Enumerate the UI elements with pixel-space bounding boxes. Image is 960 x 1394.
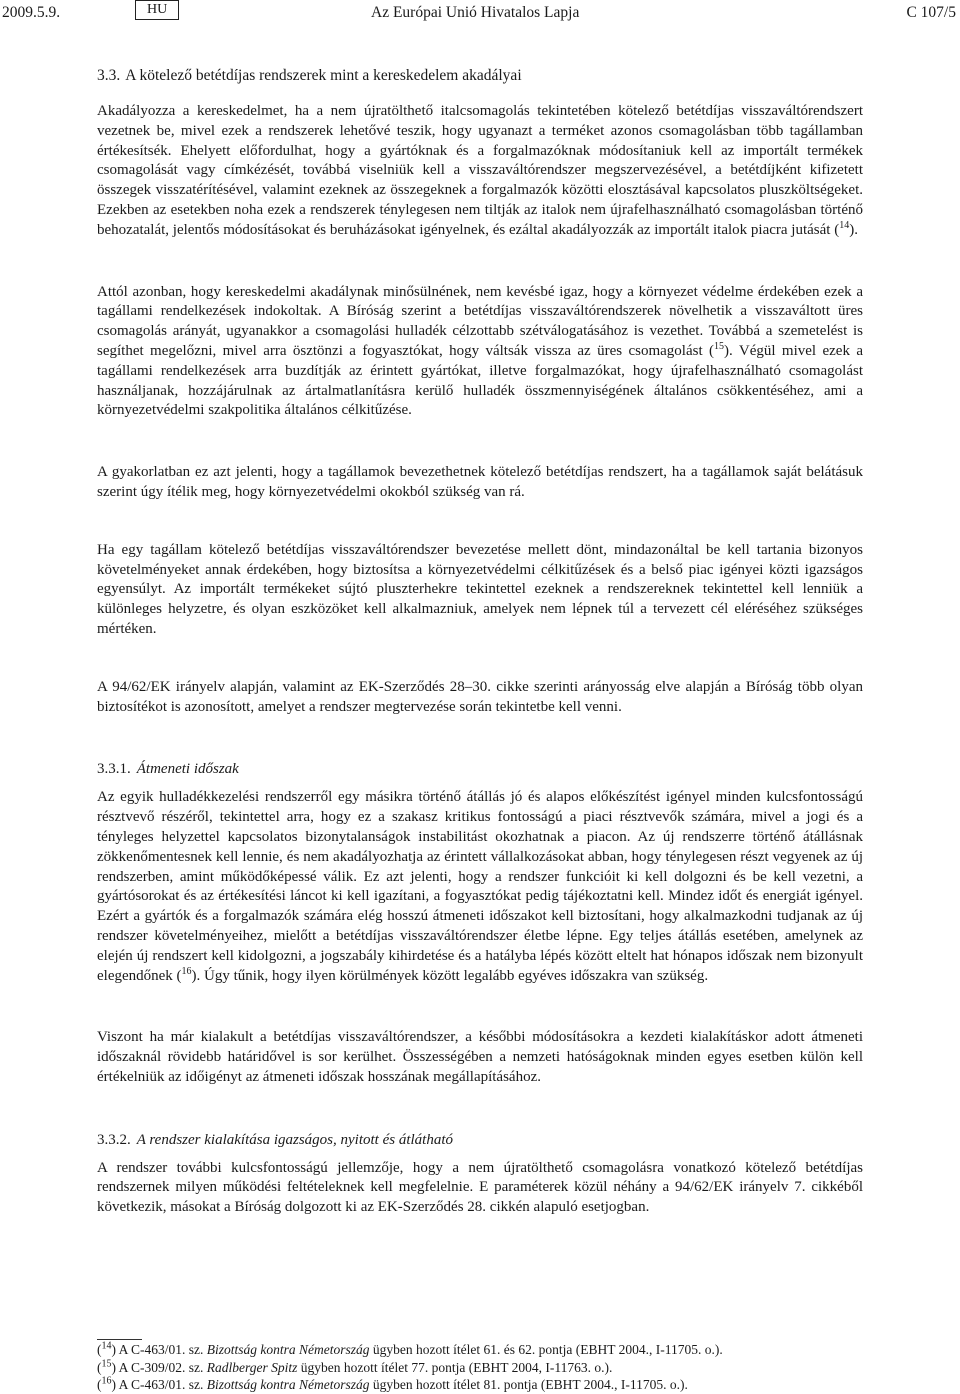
page-reference: C 107/5 xyxy=(906,4,956,21)
paragraph-7: Viszont ha már kialakult a betétdíjas visszaváltórendszer, a későbbi módosításokra a kezdeti kialakításkor adott átmeneti időszaknál rövidebb határidővel is sor kerülhet. Összességében a nemzeti hatóságoknak minden egyes esetben külön kell értékelniük az időigényt az átmeneti időszak hosszának megállapításához. xyxy=(97,1029,863,1085)
document-body xyxy=(97,66,863,1218)
language-code-box: HU xyxy=(135,0,179,20)
footnote-ref-14[interactable]: 14 xyxy=(839,219,850,231)
subsection-heading-3-3-2: 3.3.2. A rendszer kialakítása igazságos, nyitott és átlátható xyxy=(97,1131,453,1148)
paragraph-6: Az egyik hulladékkezelési rendszerről egy másikra történő átállás jó és alapos előkészítést igényel minden kulcsfontosságú résztvevő részéről, tekintettel arra, hogy ez a szakasz kritikus fontosságú a piaci résztvevők számára, mivel a jogi és a tényleges helyzettel kapcsolatos bizonytalanságok instabilitást okozhatnak a piacon. Az új rendszerre történő átállásnak zökkenőmentesnek kell lennie, és nem akadályozhatja az érintett vállalkozásokat abban, hogy ténylegesen részt vegyenek az új rendszerben, amint működőképessé válik. Ez azt jelenti, hogy a rendszer funkcióit ki kell dolgozni és be kell vezetni, a gyártósorokat és az értékesítési láncot ki kell igazítani, a fogyasztókat pedig tájékoztatni kell. Mindez időt és energiát igényel. Ezért a gyártók és a forgalmazók számára elég hosszú átmeneti időszakot kell biztosítani, hogy alkalmazkodni tudjanak az új rendszer követelményeihez, mielőtt a betétdíjas visszaváltórendszer életbe lépne. Egy teljes átállás esetében, amelynek az elején új rendszert kell kidolgozni, a jogszabály kihirdetése és a hatályba lépés között eltelt hat hónapos időszak nem bizonyult elegendőnek ($^{16}$). Úgy tűnik, hogy ilyen körülmények között legalább egyéves időszakra van szükség. xyxy=(97,789,863,984)
section-heading xyxy=(97,66,863,86)
paragraph-4: Ha egy tagállam kötelező betétdíjas visszaváltórendszer bevezetése mellett dönt, mindazonáltal be kell tartania bizonyos követelményeket annak érdekében, hogy biztosítsa a környezetvédelmi célkitűzések és a belső piac igényei közti igazságos egyensúlyt. Az importált termékeket sújtó pluszterhekre tekintettel ezeknek a rendszereknek tekintettel kell lenniük a különleges helyzetre, és olyan eszközöket kell alkalmazniuk, amelyek nem lépnek túl a tervezett cél eléréséhez szükséges mértéken. xyxy=(97,541,863,637)
footnote-15: ($^{15}$) A C-309/02. sz. Radlberger Spitz ügyben hozott ítélet 77. pontja (EBHT 2004, I-11763. o.). xyxy=(97,1358,613,1375)
footnote-ref-16[interactable]: 16 xyxy=(181,965,192,977)
footnote-16: ($^{16}$) A C-463/01. sz. Bizottság kontra Németország ügyben hozott ítélet 81. pontja (EBHT 2004., I-11705. o.). xyxy=(97,1375,688,1392)
footnote-ref-15[interactable]: 15 xyxy=(714,340,725,352)
page-header xyxy=(0,0,960,30)
subsection-title: Átmeneti időszak xyxy=(136,761,239,778)
footnotes xyxy=(97,1341,863,1394)
publication-date: 2009.5.9. xyxy=(2,4,61,21)
subsection-heading-3-3-1: 3.3.1. Átmeneti időszak xyxy=(97,761,239,778)
subsection-title: A rendszer kialakítása igazságos, nyitott és átlátható xyxy=(136,1131,453,1148)
paragraph-3: A gyakorlatban ez azt jelenti, hogy a tagállamok bevezethetnek kötelező betétdíjas rendszert, ha a tagállamok saját belátásuk szerint úgy ítélik meg, hogy környezetvédelmi okokból szükség van rá. xyxy=(97,464,863,500)
paragraph-1: Akadályozza a kereskedelmet, ha a nem újratölthető italcsomagolás tekintetében kötelező betétdíjas visszaváltórendszert vezetnek be, mivel ezek a rendszerek lehetővé teszik, hogy ugyanazt a terméket azonos csomagolásban több tagállamban értékesítsék. Ehelyett előfordulhat, hogy a gyártóknak és a forgalmazóknak módosítaniuk kell az importált termékek csomagolását vagy címkézését, továbbá viselniük kell a visszaváltórendszer megszervezésével, a betétdíjként kifizetett összegek visszatérítésével, valamint ezeknek az összegeknek a forgalmazók közötti elosztásával kapcsolatos pluszköltségeket. Ezekben az esetekben noha ezek a rendszerek ténylegesen nem tiltják az italok nem újrafelhasználható csomagolásban történő behozatalát, jelentős módosításokat és beruházásokat igényelnek, és ezáltal akadályozzák az importált italok piacra jutását ($^{14}$). xyxy=(97,103,863,238)
paragraph-2: Attól azonban, hogy kereskedelmi akadálynak minősülnének, nem kevésbé igaz, hogy a környezet védelme érdekében ezek a tagállami rendelkezések indokoltak. A Bíróság szerint a betétdíjas visszaváltórendszerek növelhetik a visszaváltott üres csomagolás arányát, ugyanakkor a csomagolási hulladék célzottabb szétválogatásához is vezethet. Továbbá a szemetelést is segíthet megelőzni, mivel arra ösztönzi a fogyasztókat, hogy váltsák vissza az üres csomagolást ($^{15}$). Végül mivel ezek a tagállami rendelkezések arra buzdítják az érintett gyártókat, illetve forgalmazókat, hogy újrafelhasználható csomagolást használjanak, hozzájárulnak az ártalmatlanításra kerülő hulladék összmennyiségének általános csökkentéséhez, ami a környezetvédelmi szakpolitika általános célkitűzése. xyxy=(97,283,863,419)
paragraph-8: A rendszer további kulcsfontosságú jellemzője, hogy a nem újratölthető csomagolásra vonatkozó kötelező betétdíjas rendszernek milyen működési feltételeknek kell megfelelnie. E paraméterek közül néhány a 94/62/EK irányelv 7. cikkéből következik, másokat a Bíróság dolgozott ki az EK-Szerződés 28. cikkén alapuló esetjogban. xyxy=(97,1159,863,1216)
journal-title: Az Európai Unió Hivatalos Lapja xyxy=(371,4,580,21)
section-number: 3.3. xyxy=(97,67,121,84)
footnote-14: ($^{14}$) A C-463/01. sz. Bizottság kontra Németország ügyben hozott ítélet 61. és 62. pontja (EBHT 2004., I-11705. o.). xyxy=(97,1340,723,1357)
paragraph-5: A 94/62/EK irányelv alapján, valamint az EK-Szerződés 28–30. cikke szerinti arányosság elve alapján a Bíróság több olyan biztosítékot is azonosított, amelyet a rendszer megtervezése során tekintetbe kell venni. xyxy=(97,678,863,715)
section-title: A kötelező betétdíjas rendszerek mint a kereskedelem akadályai xyxy=(125,67,522,84)
